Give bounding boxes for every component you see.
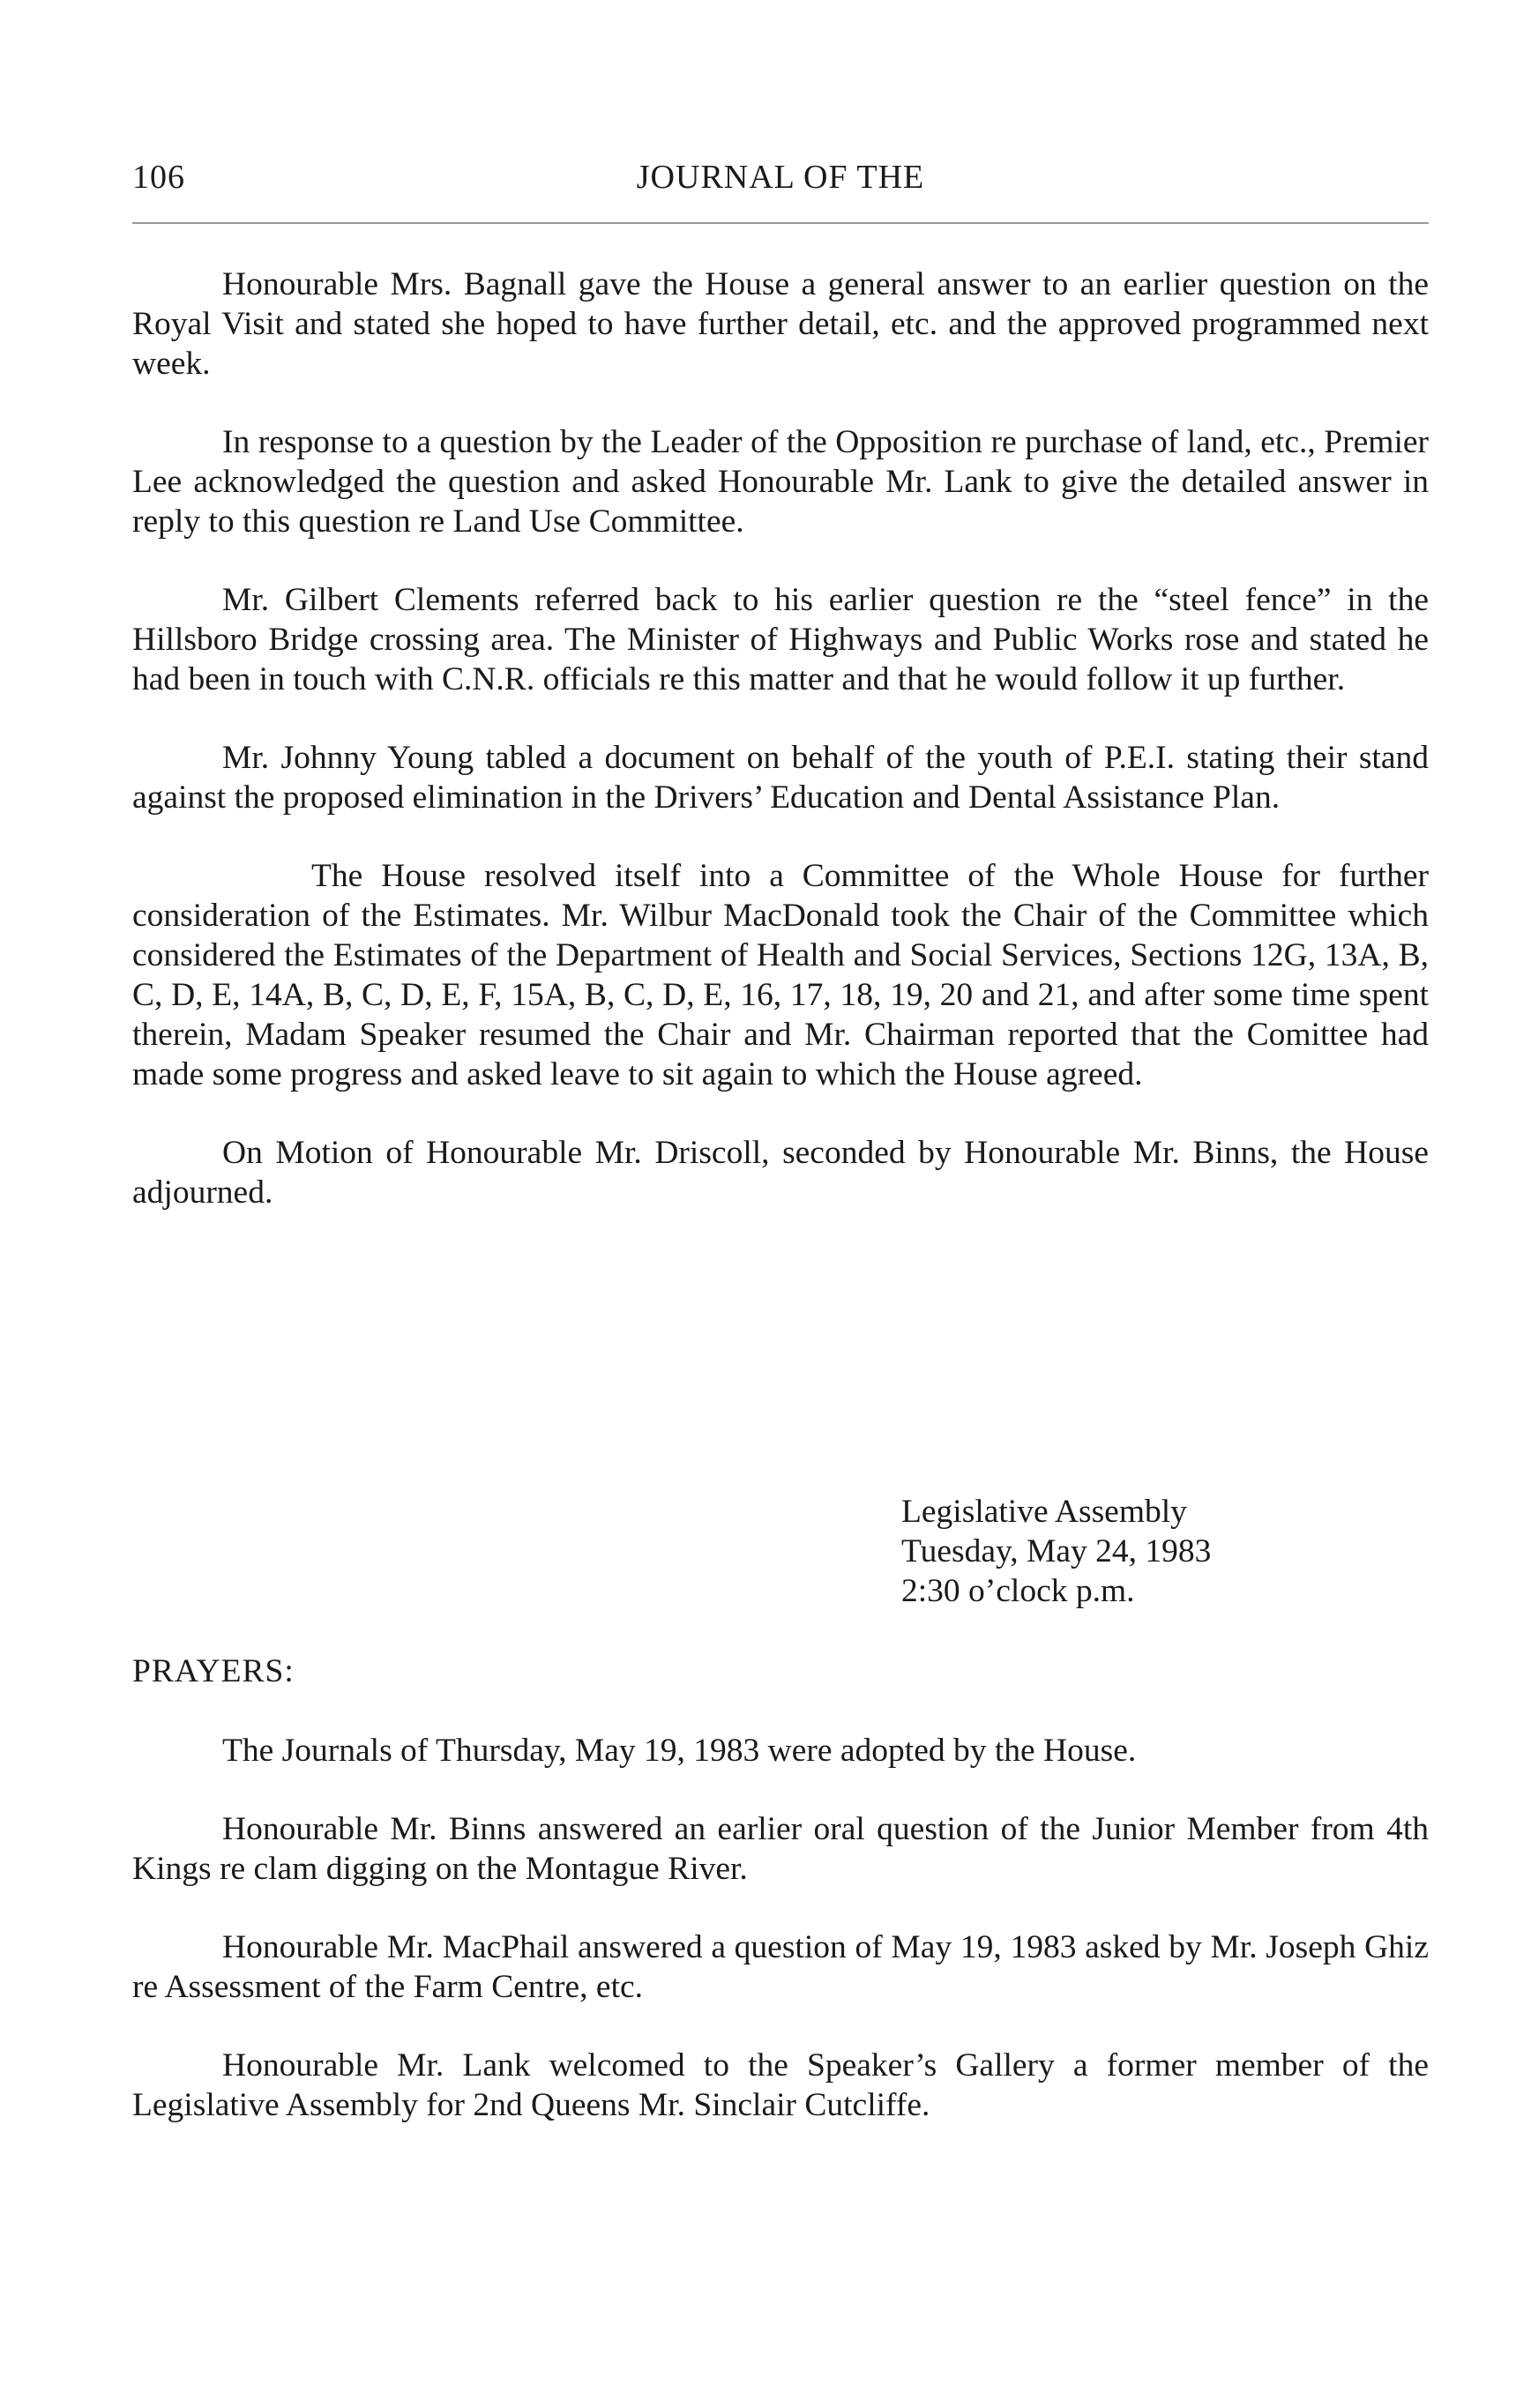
paragraph-royal-visit: Honourable Mrs. Bagnall gave the House a general answer to an earlier question on the Royal Visit and stated she hoped to have further detail, etc. and the approved programmed next week. bbox=[132, 266, 1429, 382]
paragraph-adjournment: On Motion of Honourable Mr. Driscoll, seconded by Honourable Mr. Binns, the House adjourned. bbox=[132, 1135, 1429, 1211]
paragraph-speakers-gallery: Honourable Mr. Lank welcomed to the Speaker’s Gallery a former member of the Legislative Assembly for 2nd Queens Mr. Sinclair Cutcliffe. bbox=[132, 2047, 1429, 2123]
journal-body-section-2 bbox=[132, 1731, 1429, 2125]
dateline-time: 2:30 o’clock p.m. bbox=[901, 1573, 1135, 1609]
dateline-date: Tuesday, May 24, 1983 bbox=[901, 1533, 1212, 1569]
paragraph-steel-fence: Mr. Gilbert Clements referred back to his earlier question re the “steel fence” in the Hillsboro Bridge crossing area. The Minister of Highways and Public Works rose and stated he had been in touch with C.N.R. officials re this matter and that he would follow it up further. bbox=[132, 582, 1429, 697]
paragraph-committee-of-whole: The House resolved itself into a Committee of the Whole House for further consideration of the Estimates. Mr. Wilbur MacDonald took the Chair of the Committee which considered the Estimates of the Department of Health and Social Services, Sections 12G, 13A, B, C, D, E, 14A, B, C, D, E, F, 15A, B, C, D, E, 16, 17, 18, 19, 20 and 21, and after some time spent therein, Madam Speaker resumed the Chair and Mr. Chairman reported that the Comittee had made some progress and asked leave to sit again to which the House agreed. bbox=[132, 858, 1429, 1092]
header-rule bbox=[132, 222, 1429, 224]
paragraph-farm-centre: Honourable Mr. MacPhail answered a question of May 19, 1983 asked by Mr. Joseph Ghiz re Assessment of the Farm Centre, etc. bbox=[132, 1929, 1429, 2005]
running-head: JOURNAL OF THE bbox=[636, 159, 925, 196]
page-number: 106 bbox=[132, 159, 185, 196]
journal-body-section-1 bbox=[132, 265, 1429, 1212]
sitting-dateline bbox=[901, 1492, 1211, 1611]
page-header bbox=[132, 155, 1429, 199]
paragraph-land-purchase: In response to a question by the Leader of the Opposition re purchase of land, etc., Premier Lee acknowledged the question and asked Honourable Mr. Lank to give the detailed answer in reply to this question re Land Use Committee. bbox=[132, 424, 1429, 540]
prayers-heading: PRAYERS: bbox=[132, 1653, 295, 1689]
dateline-assembly: Legislative Assembly bbox=[901, 1494, 1187, 1530]
paragraph-clam-digging: Honourable Mr. Binns answered an earlier oral question of the Junior Member from 4th Kings re clam digging on the Montague River. bbox=[132, 1811, 1429, 1887]
paragraph-youth-document: Mr. Johnny Young tabled a document on behalf of the youth of P.E.I. stating their stand against the proposed elimination in the Drivers’ Education and Dental Assistance Plan. bbox=[132, 740, 1429, 816]
paragraph-journals-adopted: The Journals of Thursday, May 19, 1983 were adopted by the House. bbox=[222, 1733, 1137, 1769]
